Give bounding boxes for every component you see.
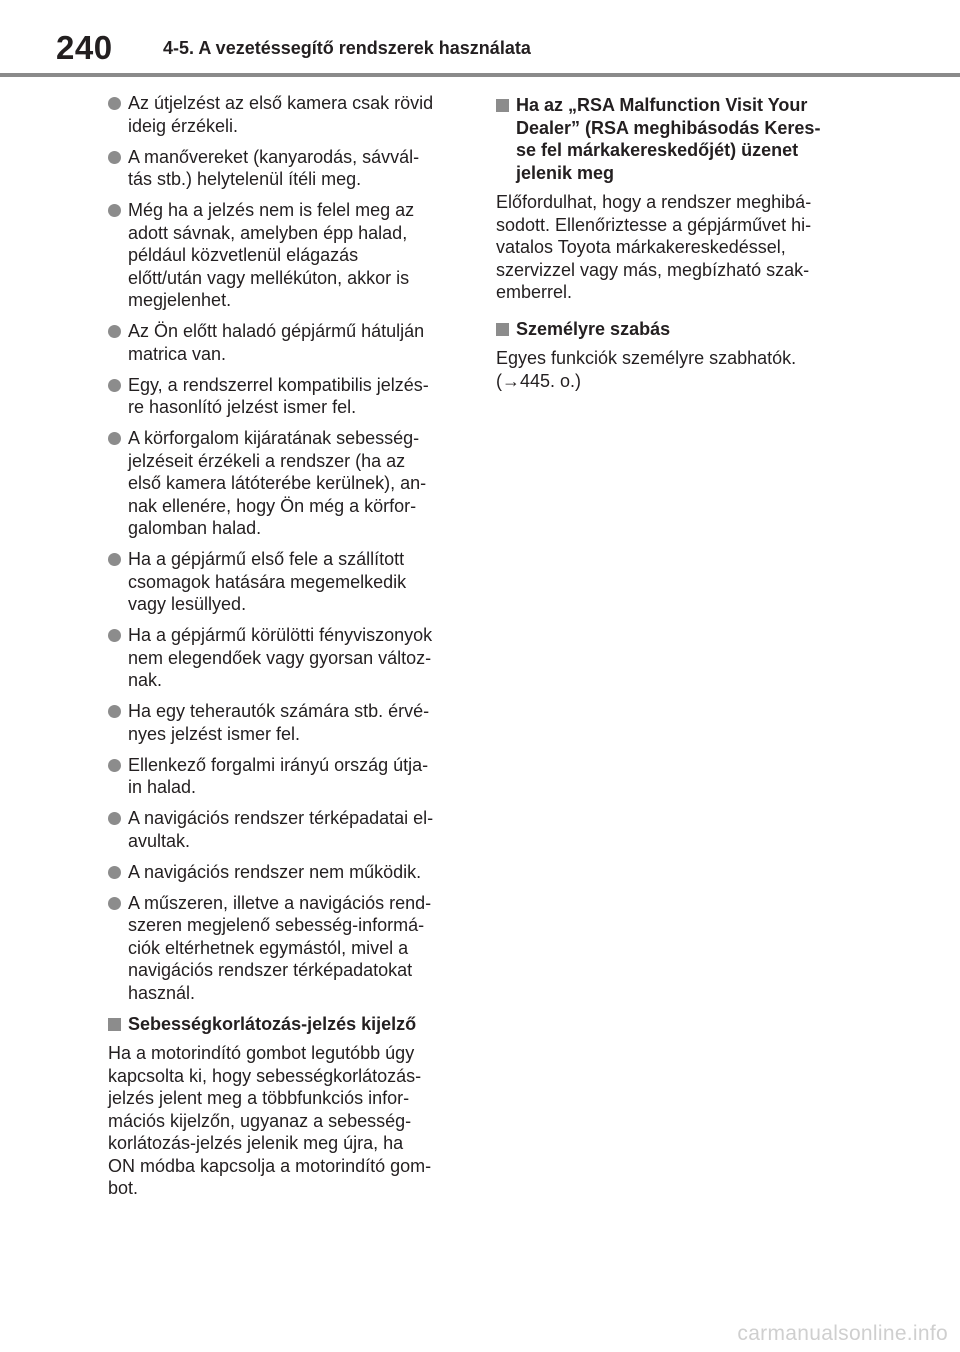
page-header	[0, 0, 960, 82]
bullet-item	[108, 624, 464, 692]
bullet-text-line: A körforgalom kijáratának sebesség-	[128, 428, 420, 448]
bullet-item	[108, 92, 464, 137]
round-bullet-icon	[108, 553, 121, 566]
bullet-text-line: navigációs rendszer térképadatokat	[128, 960, 413, 980]
bullet-text-line: szeren megjelenő sebesség-informá-	[128, 915, 425, 935]
bullet-text-line: megjelenhet.	[128, 290, 232, 310]
paragraph-line: bot.	[108, 1178, 139, 1198]
bullet-text-line: használ.	[128, 982, 196, 1003]
bullet-item	[108, 892, 464, 1005]
watermark: carmanualsonline.info	[737, 1322, 948, 1345]
section-paragraph	[108, 1042, 464, 1200]
bullet-text-line: re hasonlító jelzést ismer fel.	[128, 397, 357, 417]
bullet-text-line: Az Ön előtt haladó gépjármű hátulján	[128, 321, 425, 341]
round-bullet-icon	[108, 812, 121, 825]
bullet-item	[108, 807, 464, 852]
bullet-item	[108, 374, 464, 419]
bullet-text-line: Ellenkező forgalmi irányú ország útja-	[128, 754, 429, 775]
bullet-text-line: nak.	[128, 670, 163, 690]
section-heading-text: Dealer” (RSA meghibásodás Keres-	[516, 117, 821, 138]
paragraph-line: vatalos Toyota márkakereskedéssel,	[496, 237, 786, 257]
section-heading-text: Személyre szabás	[516, 318, 671, 339]
left-column	[108, 92, 464, 1214]
bullet-text-line: Egy, a rendszerrel kompatibilis jelzés-	[128, 374, 429, 395]
section-paragraph	[496, 191, 856, 304]
bullet-item	[108, 320, 464, 365]
bullet-item	[108, 199, 464, 312]
bullet-text-line: jelzéseit érzékeli a rendszer (ha az	[128, 450, 406, 471]
bullet-text-line: nem elegendőek vagy gyorsan változ-	[128, 647, 432, 668]
paragraph-line: Egyes funkciók személyre szabhatók.	[496, 348, 797, 368]
bullet-text-line: Az útjelzést az első kamera csak rövid	[128, 93, 434, 113]
square-bullet-icon	[496, 323, 509, 336]
bullet-item	[108, 146, 464, 191]
paragraph-line: kapcsolta ki, hogy sebességkorlátozás-	[108, 1065, 422, 1086]
paragraph-line: mációs kijelzőn, ugyanaz a sebesség-	[108, 1110, 412, 1131]
bullet-text-line: in halad.	[128, 777, 197, 797]
paragraph-line: emberrel.	[496, 282, 573, 302]
bullet-text-line: például közvetlenül elágazás	[128, 245, 359, 265]
round-bullet-icon	[108, 379, 121, 392]
bullet-text-line: A navigációs rendszer térképadatai el-	[128, 808, 434, 828]
paragraph-line: sodott. Ellenőriztesse a gépjárművet hi-	[496, 214, 812, 235]
square-bullet-icon	[496, 99, 509, 112]
section-heading-text: se fel márkakereskedőjét) üzenet	[516, 140, 799, 160]
section-heading-text: Ha az „RSA Malfunction Visit Your	[516, 95, 808, 115]
round-bullet-icon	[108, 629, 121, 642]
bullet-text-line: galomban halad.	[128, 518, 262, 538]
paragraph-line: (→445. o.)	[496, 370, 582, 391]
bullet-text-line: nak ellenére, hogy Ön még a körfor-	[128, 495, 417, 516]
bullet-text-line: A műszeren, illetve a navigációs rend-	[128, 892, 432, 913]
section-heading	[496, 318, 856, 341]
bullet-text-line: adott sávnak, amelyben épp halad,	[128, 222, 408, 243]
bullet-text-line: vagy lesüllyed.	[128, 594, 247, 614]
bullet-text-line: tás stb.) helytelenül ítéli meg.	[128, 169, 362, 189]
bullet-text-line: első kamera látóterébe kerülnek), an-	[128, 473, 427, 493]
header-divider	[0, 73, 960, 77]
section-heading-text: Sebességkorlátozás-jelzés kijelző	[128, 1013, 417, 1034]
paragraph-line: jelzés jelent meg a többfunkciós infor-	[108, 1088, 410, 1108]
round-bullet-icon	[108, 432, 121, 445]
bullet-item	[108, 548, 464, 616]
chapter-title: 4-5. A vezetéssegítő rendszerek használata	[163, 38, 531, 58]
paragraph-line: Ha a motorindító gombot legutóbb úgy	[108, 1043, 415, 1063]
paragraph-line: korlátozás-jelzés jelenik meg újra, ha	[108, 1133, 404, 1153]
bullet-text-line: Még ha a jelzés nem is felel meg az	[128, 200, 415, 220]
bullet-text-line: ciók eltérhetnek egymástól, mivel a	[128, 937, 409, 958]
round-bullet-icon	[108, 325, 121, 338]
bullet-text-line: Ha a gépjármű körülötti fényviszonyok	[128, 625, 433, 645]
bullet-item	[108, 427, 464, 540]
bullet-text-line: avultak.	[128, 830, 191, 851]
section-paragraph	[496, 347, 856, 392]
bullet-text-line: csomagok hatására megemelkedik	[128, 571, 407, 592]
paragraph-line: ON módba kapcsolja a motorindító gom-	[108, 1155, 432, 1176]
bullet-text-line: A navigációs rendszer nem működik.	[128, 861, 422, 882]
paragraph-line: szervizzel vagy más, megbízható szak-	[496, 259, 810, 280]
section-heading-text: jelenik meg	[516, 162, 615, 183]
right-column	[496, 92, 856, 406]
round-bullet-icon	[108, 204, 121, 217]
bullet-item	[108, 861, 464, 884]
bullet-item	[108, 700, 464, 745]
bullet-item	[108, 754, 464, 799]
bullet-text-line: Ha a gépjármű első fele a szállított	[128, 549, 405, 569]
bullet-text-line: matrica van.	[128, 343, 227, 364]
page-number: 240	[56, 29, 113, 66]
square-bullet-icon	[108, 1018, 121, 1031]
bullet-text-line: Ha egy teherautók számára stb. érvé-	[128, 701, 430, 721]
bullet-text-line: A manővereket (kanyarodás, sávvál-	[128, 146, 420, 167]
round-bullet-icon	[108, 705, 121, 718]
bullet-text-line: nyes jelzést ismer fel.	[128, 723, 301, 744]
round-bullet-icon	[108, 97, 121, 110]
round-bullet-icon	[108, 897, 121, 910]
section-heading	[108, 1013, 464, 1036]
round-bullet-icon	[108, 866, 121, 879]
bullet-text-line: ideig érzékeli.	[128, 115, 239, 136]
section-heading	[496, 94, 856, 184]
bullet-text-line: előtt/után vagy mellékúton, akkor is	[128, 267, 410, 288]
paragraph-line: Előfordulhat, hogy a rendszer meghibá-	[496, 192, 812, 212]
round-bullet-icon	[108, 759, 121, 772]
round-bullet-icon	[108, 151, 121, 164]
